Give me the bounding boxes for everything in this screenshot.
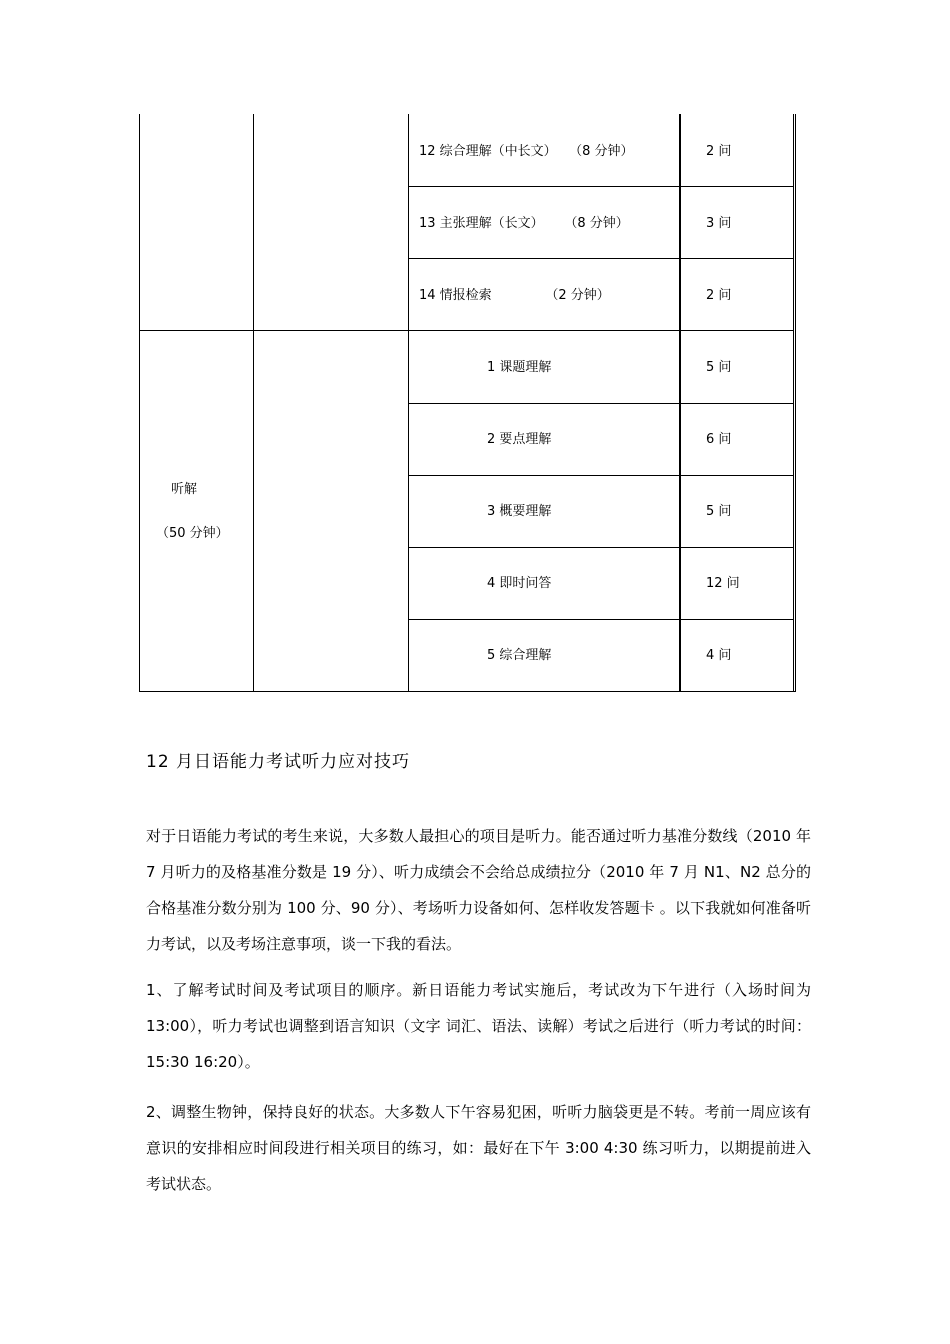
table-border-left [139,114,140,692]
table-cell-item: 12 综合理解（中长文） （8 分钟） [419,144,634,159]
table-row-divider [408,258,794,259]
table-border-section-divider [139,330,409,331]
table-row-divider [408,330,794,331]
exam-structure-table [139,114,795,692]
table-row-divider [408,619,794,620]
listening-section-duration: （50 分钟） [156,526,229,541]
table-row-divider [408,186,794,187]
table-border-right-outer [795,114,796,692]
table-cell-item: 3 概要理解 [487,504,552,519]
table-cell-count: 3 问 [706,216,732,231]
table-cell-item: 4 即时问答 [487,576,552,591]
table-cell-item: 2 要点理解 [487,432,552,447]
section-heading: 12 月日语能力考试听力应对技巧 [146,752,411,772]
table-cell-count: 5 问 [706,504,732,519]
table-cell-count: 6 问 [706,432,732,447]
table-cell-count: 2 问 [706,144,732,159]
table-cell-count: 2 问 [706,288,732,303]
table-cell-count: 12 问 [706,576,740,591]
table-row-divider [408,547,794,548]
tip-paragraph-2: 2、调整生物钟，保持良好的状态。大多数人下午容易犯困，听听力脑袋更是不转。考前一周应该有意识的安排相应时间段进行相关项目的练习，如：最好在下午 3:00 4:30 练习听力，以期提前进入考试状态。 [146,1103,811,1193]
table-cell-item: 14 情报检索 （2 分钟） [419,288,610,303]
listening-section-title: 听解 [171,482,198,497]
table-row-divider [408,475,794,476]
tip-paragraph-1: 1、了解考试时间及考试项目的顺序。新日语能力考试实施后，考试改为下午进行（入场时间为 13:00），听力考试也调整到语言知识（文字 词汇、语法、读解）考试之后进行（听力考试的时间：15:30 16:20）。 [146,981,811,1071]
table-cell-count: 4 问 [706,648,732,663]
table-cell-item: 1 课题理解 [487,360,552,375]
table-cell-item: 5 综合理解 [487,648,552,663]
table-cell-item: 13 主张理解（长文） （8 分钟） [419,216,629,231]
table-row-divider [408,403,794,404]
table-border-bottom [139,691,796,692]
intro-paragraph: 对于日语能力考试的考生来说，大多数人最担心的项目是听力。能否通过听力基准分数线（2010 年 7 月听力的及格基准分数是 19 分）、听力成绩会不会给总成绩拉分（2010 年 7 月 N1、N2 总分的合格基准分数分别为 100 分、90 分）、考场听力设备如何、怎样收发答题卡 。以下我就如何准备听力考试，以及考场注意事项，谈一下我的看法。 [146,827,811,953]
table-border-col1 [253,114,254,692]
table-cell-count: 5 问 [706,360,732,375]
